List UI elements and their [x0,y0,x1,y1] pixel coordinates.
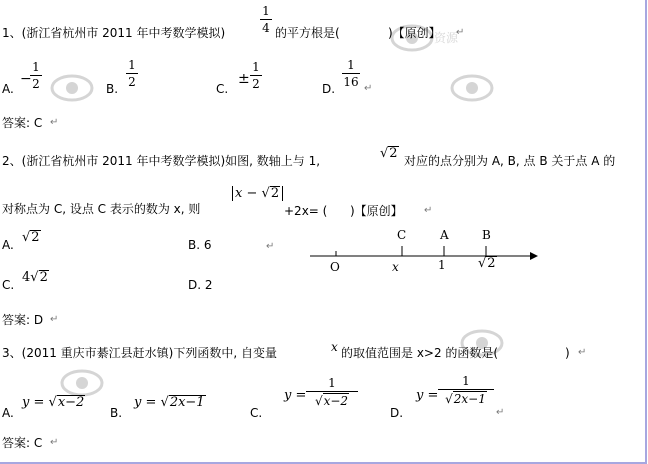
q2-option-a-label: A. [2,238,14,252]
q1-option-c-label: C. [216,82,229,96]
paragraph-mark-icon: ↵ [424,205,433,216]
axis-label-b: B [482,228,491,242]
paragraph-mark-icon: ↵ [50,117,59,128]
paragraph-mark-icon: ↵ [50,314,59,325]
q1-close: )【原创】 [388,26,441,40]
q1-option-a-fraction: 1 2 [30,60,42,91]
axis-label-1: 1 [438,258,446,272]
q3-option-c-label: C. [250,406,263,420]
paragraph-mark-icon: ↵ [50,437,59,448]
q1-answer: 答案: C [2,116,43,130]
q3-option-b-expr: y = √2x−1 [134,395,205,410]
q2-option-c-label: C. [2,278,15,292]
q3-option-d-lhs: y = [416,388,439,403]
q2-sqrt2: √2 [380,146,398,161]
number-line [310,242,540,266]
q2-option-a-value: √2 [22,230,40,245]
q1-option-a-sign: − [20,71,32,87]
axis-label-o: O [330,260,340,274]
q2-option-d: D. 2 [188,278,213,292]
q1-suffix: 的平方根是( [275,26,340,40]
q1-fraction: 1 4 [260,4,272,35]
q2-line1a: 2、(浙江省杭州市 2011 年中考数学模拟)如图, 数轴上与 1, [2,154,321,168]
paragraph-mark-icon: ↵ [364,83,373,94]
q3-option-d-label: D. [390,406,404,420]
q2-answer: 答案: D [2,313,44,327]
q3-var: x [331,340,338,354]
q3-option-c-fraction: 1 √x−2 [306,376,358,408]
q3-option-d-fraction: 1 √2x−1 [438,374,494,406]
q1-option-b-fraction: 1 2 [126,58,138,89]
q3-option-c-lhs: y = [284,388,307,403]
q3-answer: 答案: C [2,436,43,450]
q2-line2b: +2x= ( [284,204,328,218]
paragraph-mark-icon: ↵ [578,347,587,358]
q1-option-b-label: B. [106,82,119,96]
q3-line: 3、(2011 重庆市綦江县赶水镇)下列函数中, 自变量 [2,346,277,360]
q1-option-d-fraction: 1 16 [343,58,359,89]
q3-option-a-label: A. [2,406,14,420]
axis-label-x: x [392,260,399,274]
q2-option-c-value: 4√2 [22,270,48,285]
q2-line1b: 对应的点分别为 A, B, 点 B 关于点 A 的 [404,154,616,168]
q2-option-b: B. 6 [188,238,212,252]
paragraph-mark-icon: ↵ [456,27,465,38]
q1-option-a-label: A. [2,82,14,96]
paragraph-mark-icon: ↵ [496,407,505,418]
q2-line2c: )【原创】 [350,204,403,218]
q3-close: ) [565,346,570,360]
q3-option-a-expr: y = √x−2 [22,395,85,410]
axis-label-c: C [397,228,407,242]
q1-option-c-fraction: 1 2 [250,60,262,91]
q2-line2a: 对称点为 C, 设点 C 表示的数为 x, 则 [2,202,201,216]
watermark-logo-icon [450,70,530,106]
q2-absolute-value: x − √2 [232,186,283,201]
paragraph-mark-icon: ↵ [266,241,275,252]
axis-label-a: A [440,228,449,242]
q1-prefix: 1、(浙江省杭州市 2011 年中考数学模拟) [2,26,226,40]
q1-option-c-sign: ± [238,71,250,87]
q3-line-b: 的取值范围是 x>2 的函数是( [341,346,499,360]
q1-option-d-label: D. [322,82,336,96]
svg-text:资源: 资源 [434,31,459,45]
axis-label-sqrt2: √2 [478,256,496,271]
q3-option-b-label: B. [110,406,123,420]
